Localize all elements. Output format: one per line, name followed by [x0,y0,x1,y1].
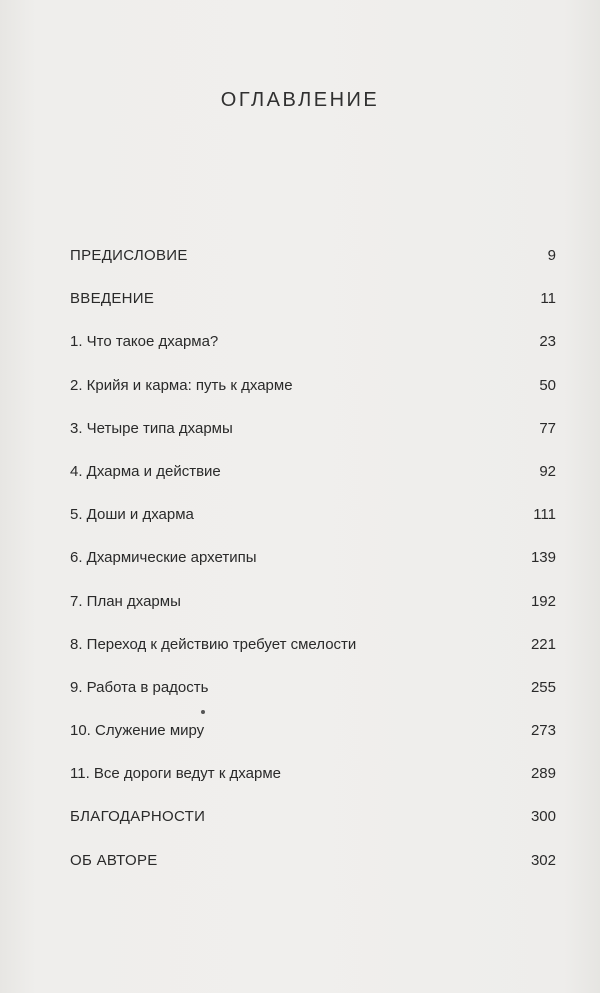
toc-entry-page: 92 [539,462,556,480]
toc-entry-chapter-4 [70,461,556,504]
toc-entry-page: 289 [530,765,556,783]
toc-entry-page: 111 [533,506,556,524]
toc-entry-page: 11 [540,290,556,308]
toc-entry-label: 2. Крийя и карма: путь к дхарме [70,376,293,394]
toc-entry-about-author [70,850,556,893]
toc-entry-chapter-7 [70,591,556,634]
toc-entry-chapter-5 [70,504,556,547]
toc-entry-page: 255 [530,678,556,696]
toc-entry-page: 23 [539,333,556,351]
toc-entry-page: 9 [547,247,556,264]
toc-entry-page: 300 [530,808,556,826]
toc-entry-page: 273 [530,722,556,740]
page-title: ОГЛАВЛЕНИЕ [220,89,380,111]
print-speck [201,710,205,714]
toc-entry-chapter-10 [70,720,556,763]
toc-entry-label: 4. Дхарма и действие [70,462,221,480]
toc-entry-chapter-6 [70,547,556,590]
toc-entry-label: 6. Дхармические архетипы [70,549,257,567]
toc-entry-page: 77 [539,419,556,437]
table-of-contents [70,245,556,893]
toc-entry-label: ОБ АВТОРЕ [70,851,158,869]
toc-entry-page: 139 [530,549,556,567]
toc-entry-chapter-11 [70,763,556,806]
toc-entry-label: 7. План дхармы [70,592,181,610]
toc-entry-page: 221 [530,635,556,653]
toc-entry-label: 8. Переход к действию требует смелости [70,635,357,653]
toc-entry-chapter-1 [70,331,556,374]
toc-entry-label: ВВЕДЕНИЕ [70,290,155,308]
toc-entry-label: 5. Доши и дхарма [70,506,194,524]
toc-entry-label: 3. Четыре типа дхармы [70,419,233,437]
toc-entry-chapter-8 [70,634,556,677]
toc-entry-chapter-3 [70,418,556,461]
toc-entry-page: 50 [539,376,556,394]
toc-entry-label: 1. Что такое дхарма? [70,333,219,351]
toc-entry-label: ПРЕДИСЛОВИЕ [70,247,188,264]
toc-entry-introduction [70,288,556,331]
toc-entry-chapter-9 [70,677,556,720]
toc-entry-page: 192 [530,592,556,610]
toc-entry-preface [70,245,556,288]
toc-entry-label: БЛАГОДАРНОСТИ [70,808,206,826]
toc-entry-acknowledgements [70,806,556,849]
toc-entry-chapter-2 [70,375,556,418]
toc-entry-label: 9. Работа в радость [70,678,209,696]
toc-entry-page: 302 [530,851,556,869]
toc-entry-label: 10. Служение миру [70,722,205,740]
toc-entry-label: 11. Все дороги ведут к дхарме [70,765,281,783]
